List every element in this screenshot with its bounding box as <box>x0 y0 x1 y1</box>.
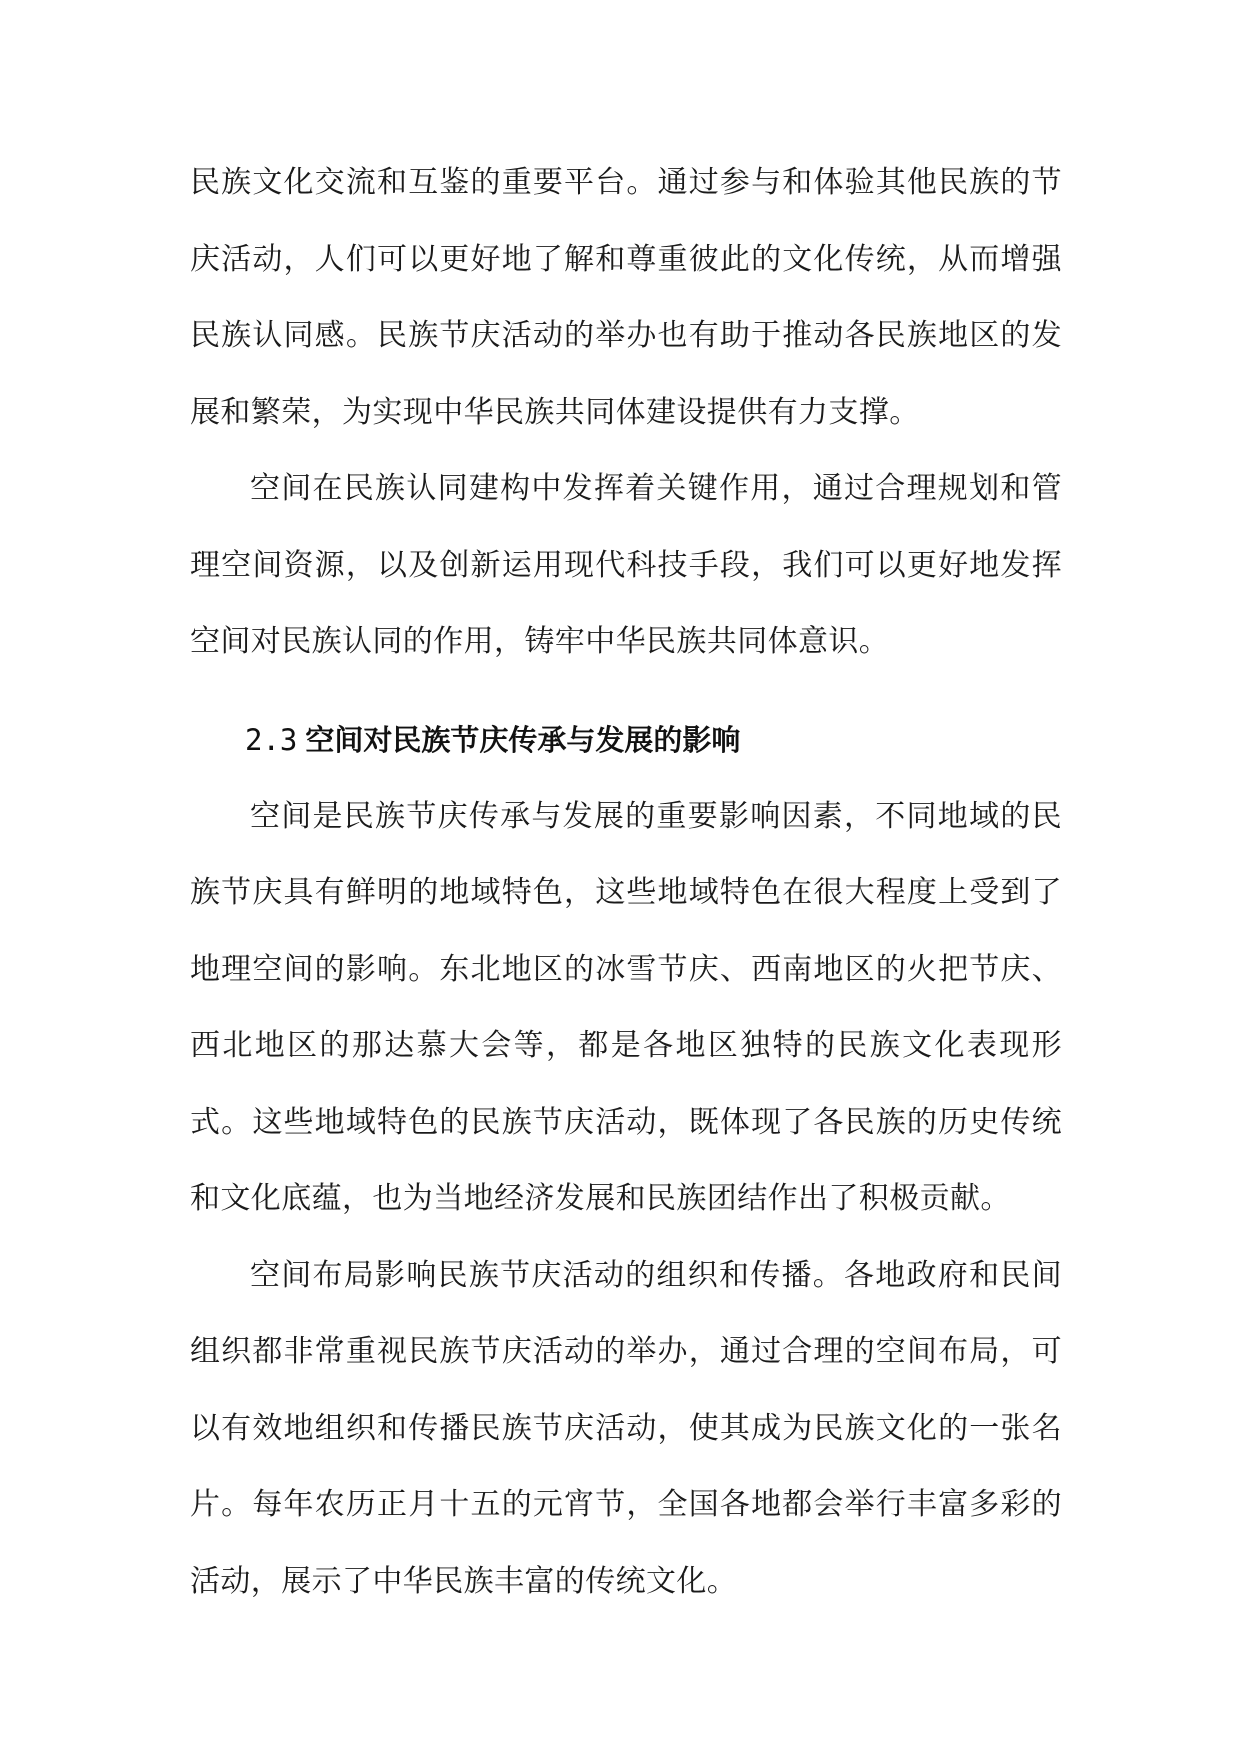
paragraph-continuation: 民族文化交流和互鉴的重要平台。通过参与和体验其他民族的节庆活动，人们可以更好地了解和尊重彼此的文化传统，从而增强民族认同感。民族节庆活动的举办也有助于推动各民族地区的发展和繁荣，为实现中华民族共同体建设提供有力支撑。 <box>190 165 1062 430</box>
section-heading <box>190 701 1062 779</box>
section-title: 空间对民族节庆传承与发展的影响 <box>305 722 741 757</box>
paragraph-regional-features: 空间是民族节庆传承与发展的重要影响因素，不同地域的民族节庆具有鲜明的地域特色，这些地域特色在很大程度上受到了地理空间的影响。东北地区的冰雪节庆、西南地区的火把节庆、西北地区的那达慕大会等，都是各地区独特的民族文化表现形式。这些地域特色的民族节庆活动，既体现了各民族的历史传统和文化底蕴，也为当地经济发展和民族团结作出了积极贡献。 <box>190 798 1062 1216</box>
section-number: 2.3 <box>245 722 298 757</box>
document-body <box>190 145 1062 1620</box>
paragraph-spatial-layout: 空间布局影响民族节庆活动的组织和传播。各地政府和民间组织都非常重视民族节庆活动的举办，通过合理的空间布局，可以有效地组织和传播民族节庆活动，使其成为民族文化的一张名片。每年农历正月十五的元宵节，全国各地都会举行丰富多彩的活动，展示了中华民族丰富的传统文化。 <box>190 1257 1062 1599</box>
paragraph-space-identity: 空间在民族认同建构中发挥着关键作用，通过合理规划和管理空间资源，以及创新运用现代科技手段，我们可以更好地发挥空间对民族认同的作用，铸牢中华民族共同体意识。 <box>190 471 1062 659</box>
